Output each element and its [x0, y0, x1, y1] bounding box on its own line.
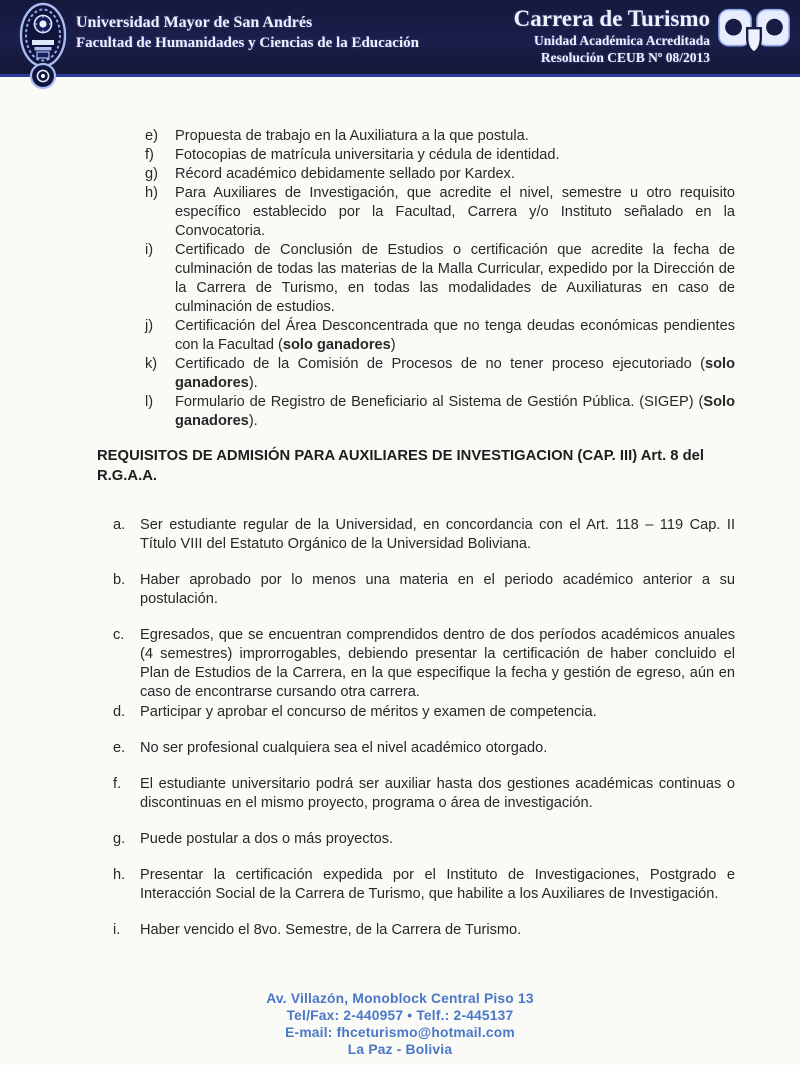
list-item-label: i) — [145, 242, 154, 258]
turismo-owl-logo — [716, 6, 792, 62]
accreditation-line: Unidad Académica Acreditada — [533, 33, 710, 48]
list-item-label: d. — [113, 704, 126, 720]
list-item — [145, 146, 735, 165]
list-item-label: g) — [145, 166, 158, 182]
faculty-name: Facultad de Humanidades y Ciencias de la Educación — [76, 35, 419, 51]
list-item-text: No ser profesional cualquiera sea el nivel académico otorgado. — [140, 740, 548, 756]
university-name: Universidad Mayor de San Andrés — [76, 14, 313, 31]
list-item — [113, 830, 735, 849]
list-item-label: k) — [145, 356, 158, 372]
list-item — [113, 921, 735, 940]
list-item-text: Fotocopias de matrícula universitaria y cédula de identidad. — [175, 147, 560, 163]
list-item-label: b. — [113, 572, 126, 588]
list-item-label: e. — [113, 740, 126, 756]
list-item-text: Para Auxiliares de Investigación, que acredite el nivel, semestre u otro requisito específico establecido por la Facultad, Carrera y/o Instituto señalado en la Convocatoria. — [175, 185, 735, 239]
header-band — [0, 0, 800, 77]
list-item-label: c. — [113, 627, 125, 643]
list-item-text: Certificado de Conclusión de Estudios o certificación que acredite la fecha de culminación de todas las materias de la Malla Curricular, expedido por la Dirección de la Carrera de Turismo, en todas las modalidades de Auxiliaturas en caso de culminación de estudios. — [175, 242, 735, 315]
list-item — [113, 626, 735, 702]
list-item-text: Formulario de Registro de Beneficiario al Sistema de Gestión Pública. (SIGEP) (Solo ganadores). — [175, 394, 735, 429]
list-item-label: h) — [145, 185, 158, 201]
list-item-text: Egresados, que se encuentran comprendidos dentro de dos períodos académicos anuales (4 semestres) improrrogables, debiendo presentar la certificación de haber concluido el Plan de Estudios de la Carrera, en la que especifique la fecha y gestión de egreso, aún en caso de encontrarse cursando otra carrera. — [140, 627, 735, 700]
list-item — [113, 571, 735, 609]
list-item — [113, 775, 735, 813]
list-item-text: Certificación del Área Desconcentrada que no tenga deudas económicas pendientes con la Facultad (solo ganadores) — [175, 318, 735, 353]
footer-email: E-mail: fhceturismo@hotmail.com — [285, 1025, 515, 1040]
list-item — [145, 317, 735, 355]
list-item-label: f. — [113, 776, 122, 792]
list-item-text: El estudiante universitario podrá ser auxiliar hasta dos gestiones académicas continuas o discontinuas en el mismo proyecto, programa o área de investigación. — [140, 776, 735, 811]
list-item-label: h. — [113, 867, 126, 883]
list-item-label: a. — [113, 517, 126, 533]
document-body — [0, 77, 800, 940]
list-item — [113, 516, 735, 554]
list-item-text: Ser estudiante regular de la Universidad, en concordancia con el Art. 118 – 119 Cap. II Título VIII del Estatuto Orgánico de la Universidad Boliviana. — [140, 517, 735, 552]
section-heading: REQUISITOS DE ADMISIÓN PARA AUXILIARES DE INVESTIGACION (CAP. III) Art. 8 del R.G.A.A. — [97, 448, 705, 484]
footer-phones: Tel/Fax: 2-440957 • Telf.: 2-445137 — [286, 1008, 514, 1023]
list-item-label: i. — [113, 922, 121, 938]
list-item-label: e) — [145, 128, 158, 144]
career-title: Carrera de Turismo — [513, 6, 710, 31]
list-item-text: Propuesta de trabajo en la Auxiliatura a la que postula. — [175, 128, 529, 144]
footer-address: Av. Villazón, Monoblock Central Piso 13 — [266, 991, 534, 1006]
list-item-label: j) — [145, 318, 154, 334]
footer-city: La Paz - Bolivia — [347, 1042, 453, 1057]
list-item — [145, 184, 735, 241]
resolution-line: Resolución CEUB Nº 08/2013 — [540, 50, 710, 65]
list-item — [145, 241, 735, 317]
list-item-label: g. — [113, 831, 126, 847]
admission-list — [0, 516, 800, 940]
list-item — [145, 393, 735, 431]
list-item — [145, 127, 735, 146]
list-item-text: Presentar la certificación expedida por el Instituto de Investigaciones, Postgrado e Interacción Social de la Carrera de Turismo, que habilite a los Auxiliares de Investigación. — [140, 867, 735, 902]
list-item — [113, 866, 735, 904]
list-item-text: Récord académico debidamente sellado por Kardex. — [175, 166, 515, 182]
list-item-text: Haber aprobado por lo menos una materia en el periodo académico anterior a su postulación. — [140, 572, 735, 607]
list-item-label: f) — [145, 147, 154, 163]
list-item — [113, 703, 735, 722]
umsa-seal-logo — [17, 2, 69, 94]
list-item-text: Participar y aprobar el concurso de méritos y examen de competencia. — [140, 704, 597, 720]
list-item-text: Certificado de la Comisión de Procesos de no tener proceso ejecutoriado (solo ganadores). — [175, 356, 735, 391]
list-item — [145, 355, 735, 393]
header-career-block — [514, 6, 710, 66]
requirements-list — [0, 77, 800, 431]
list-item-text: Haber vencido el 8vo. Semestre, de la Carrera de Turismo. — [140, 922, 522, 938]
list-item-text: Puede postular a dos o más proyectos. — [140, 831, 394, 847]
list-item — [145, 165, 735, 184]
footer-contact-block — [0, 990, 800, 1058]
header-institution — [76, 13, 419, 53]
list-item — [113, 739, 735, 758]
list-item-label: l) — [145, 394, 154, 410]
